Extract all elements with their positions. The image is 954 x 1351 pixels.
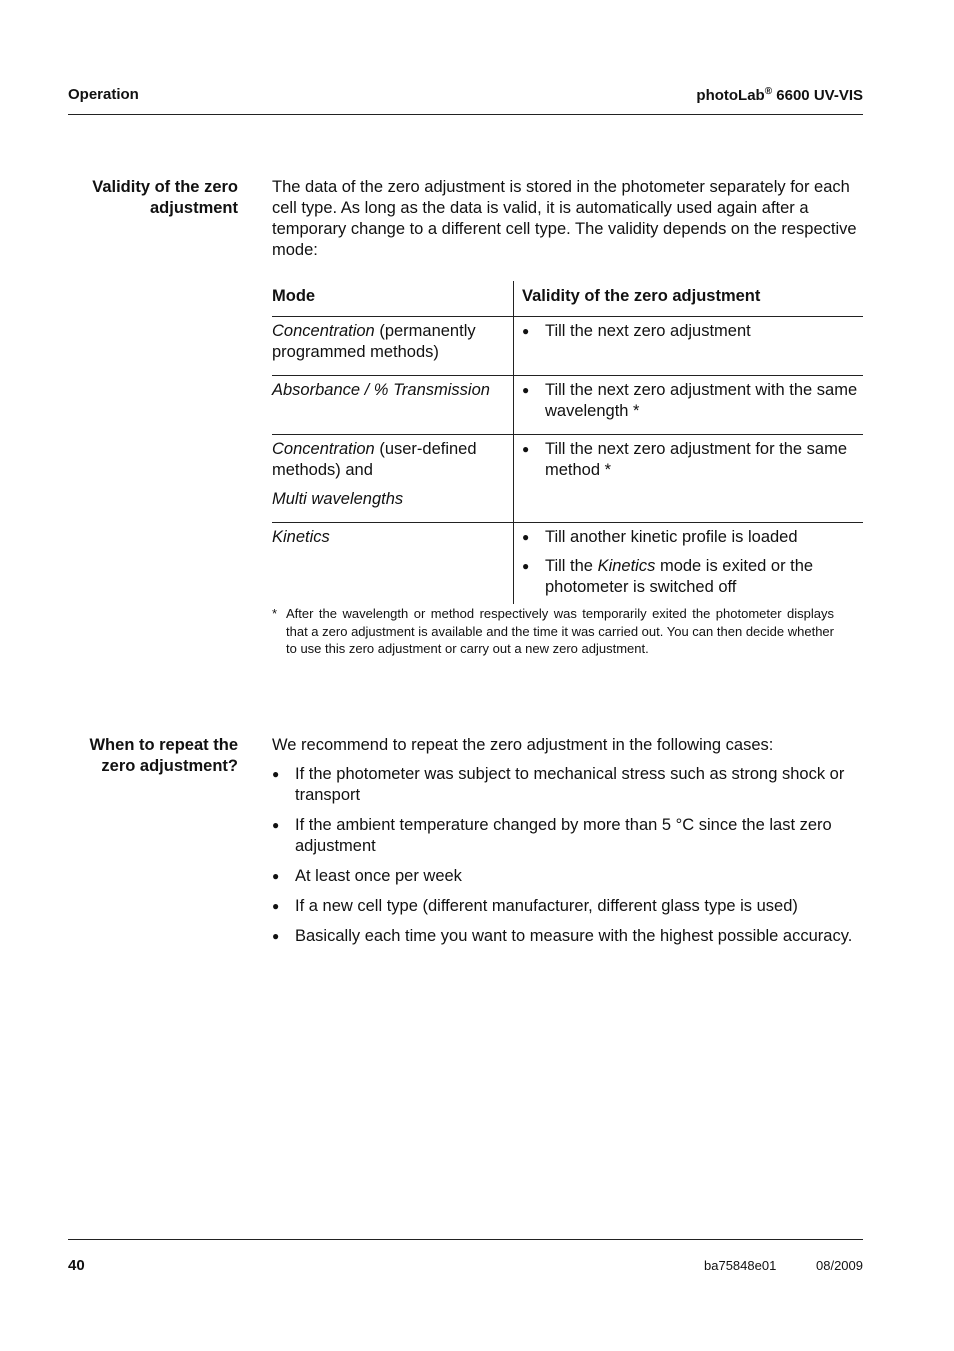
product-model: 6600 UV-VIS: [772, 87, 863, 104]
document-date: 08/2009: [816, 1258, 863, 1273]
registered-mark: ®: [764, 86, 773, 97]
validity-intro: The data of the zero adjustment is stored in the photometer separately for each cell type. As long as the data is valid, it is automatically used again after a temporary change to a different cell type. The validity depends on the respective mode:: [272, 178, 857, 259]
repeat-intro: We recommend to repeat the zero adjustment in the following cases:: [272, 736, 774, 754]
table-row: [272, 376, 863, 435]
table-row: [272, 317, 863, 376]
mode-italic: Absorbance / % Transmission: [272, 381, 490, 399]
running-header-section: Operation: [68, 86, 139, 103]
bullet-text: Till the: [545, 557, 598, 575]
footnote: [272, 605, 834, 658]
mode-italic: Kinetics: [272, 528, 330, 546]
document-code: ba75848e01: [704, 1258, 777, 1273]
bullet-item: ● Till the next zero adjustment with the same wavelength *: [522, 380, 863, 422]
mode-cell: [272, 523, 514, 605]
table-header-row: [272, 281, 863, 317]
footnote-text: After the wavelength or method respectively was temporarily exited the photometer displays that a zero adjustment is available and the time it was carried out. You can then decide whether to use this zero adjustment or carry out a new zero adjustment.: [286, 606, 834, 656]
bullet-item: ● Till the next zero adjustment for the same method *: [522, 439, 863, 481]
table-row: [272, 435, 863, 523]
bullet-item: [522, 556, 863, 598]
mode-rest: (user-defined methods) and: [272, 440, 477, 479]
repeat-section: [272, 735, 864, 947]
list-item: ● Basically each time you want to measure with the highest possible accuracy.: [272, 926, 864, 947]
side-heading-line: zero adjustment?: [101, 757, 238, 775]
running-header-product: [696, 86, 863, 104]
list-item: ● If a new cell type (different manufacturer, different glass type is used): [272, 896, 864, 917]
validity-cell: [514, 317, 864, 376]
mode-rest: (permanently programmed methods): [272, 322, 476, 361]
bullet-text: mode is exited or the photometer is switched off: [545, 557, 814, 596]
footer-rule: [68, 1239, 863, 1240]
validity-cell: [514, 435, 864, 523]
bullet-text-italic: Kinetics: [597, 557, 656, 575]
mode-sub-italic: Multi wavelengths: [272, 490, 404, 508]
mode-italic: Concentration: [272, 440, 375, 458]
list-item: ● If the ambient temperature changed by more than 5 °C since the last zero adjustment: [272, 815, 864, 857]
validity-table: [272, 281, 863, 604]
validity-cell: [514, 523, 864, 605]
side-heading-line: adjustment: [149, 199, 238, 217]
product-name: photoLab: [696, 87, 765, 104]
validity-section: [272, 177, 864, 604]
mode-cell: [272, 317, 514, 376]
footnote-mark: *: [272, 606, 278, 621]
column-header-mode: Mode: [272, 287, 316, 305]
validity-cell: [514, 376, 864, 435]
side-heading-validity: [60, 177, 238, 219]
table-row: [272, 523, 863, 605]
mode-cell: [272, 376, 514, 435]
list-item: ● If the photometer was subject to mechanical stress such as strong shock or transport: [272, 764, 864, 806]
bullet-item: ● Till the next zero adjustment: [522, 321, 863, 342]
header-rule: [68, 114, 863, 115]
bullet-item: ● Till another kinetic profile is loaded: [522, 527, 863, 548]
page-number: 40: [68, 1257, 85, 1274]
mode-cell: [272, 435, 514, 523]
list-item: ● At least once per week: [272, 866, 864, 887]
column-header-validity: Validity of the zero adjustment: [514, 281, 864, 317]
side-heading-line: Validity of the zero: [92, 178, 238, 196]
side-heading-line: When to repeat the: [89, 736, 238, 754]
side-heading-repeat: [60, 735, 238, 777]
mode-italic: Concentration: [272, 322, 375, 340]
repeat-list: [272, 764, 864, 947]
